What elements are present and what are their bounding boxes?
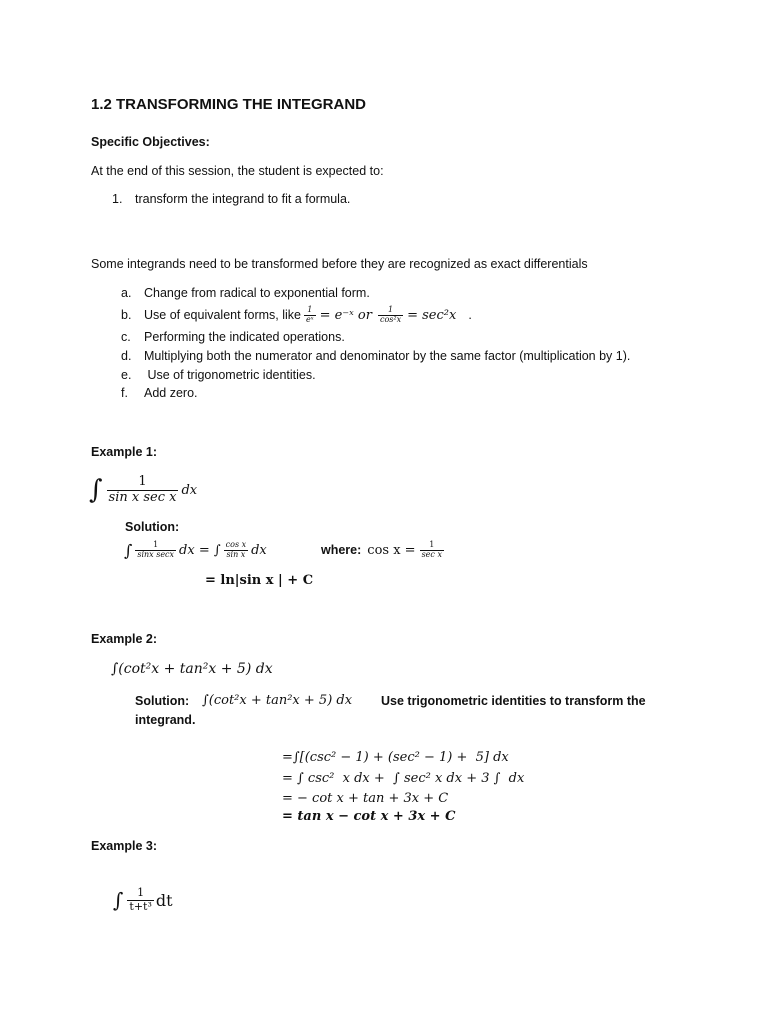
fraction-denominator: eˣ <box>306 314 314 324</box>
differential: dx <box>181 482 198 498</box>
differential: dt <box>155 890 173 910</box>
method-marker: d. <box>121 349 132 363</box>
fraction-denominator: sec x <box>421 549 442 559</box>
fraction-numerator: 1 <box>304 306 316 316</box>
fraction <box>107 475 179 505</box>
example-1-label: Example 1: <box>91 445 158 459</box>
objectives-intro: At the end of this session, the student is expected to: <box>91 164 384 178</box>
method-text: Use of equivalent forms, like <box>144 308 302 322</box>
example-2-step: =∫[(csc² − 1) + (sec² − 1) + 5] dx <box>282 750 509 765</box>
example-2-solution-label: Solution: <box>135 694 190 708</box>
fraction-numerator: 1 <box>378 306 403 316</box>
example-1-result: = ln|sin x | + C <box>205 573 314 588</box>
differential: dx <box>251 542 267 558</box>
fraction <box>420 541 444 560</box>
example-2-note-continued: integrand. <box>135 713 196 727</box>
method-marker: a. <box>121 286 132 300</box>
method-marker: e. <box>121 368 132 382</box>
equivalent-form-eq1: = e⁻ˣ or <box>319 307 372 323</box>
example-2-step: = − cot x + tan + 3x + C <box>282 791 449 806</box>
example-2-solution-expr: ∫(cot²x + tan²x + 5) dx <box>202 693 353 708</box>
method-marker: f. <box>121 386 128 400</box>
equivalent-form-eq2: = sec²x <box>407 307 457 323</box>
section-title: 1.2 TRANSFORMING THE INTEGRAND <box>91 96 367 113</box>
equation-middle: dx = ∫ <box>179 542 221 558</box>
method-marker: c. <box>121 330 131 344</box>
method-text: Use of trigonometric identities. <box>144 368 316 382</box>
example-2-label: Example 2: <box>91 632 158 646</box>
integral-sign: ∫ <box>124 540 133 560</box>
fraction <box>224 541 248 560</box>
objectives-label: Specific Objectives: <box>91 135 210 149</box>
fraction-denominator: sin x sec x <box>108 489 177 505</box>
fraction-1-over-ex <box>304 306 316 325</box>
fraction-denominator: cos²x <box>379 314 402 324</box>
fraction-numerator: 1 <box>135 541 176 551</box>
fraction <box>127 887 153 912</box>
fraction-denominator: sin x <box>226 549 246 559</box>
fraction-denominator: sinx secx <box>137 549 175 559</box>
integral-sign: ∫ <box>113 888 124 912</box>
method-text: Performing the indicated operations. <box>144 330 345 344</box>
example-1-where <box>321 536 444 564</box>
example-2-step: = ∫ csc² x dx + ∫ sec² x dx + 3 ∫ dx <box>282 771 525 786</box>
where-label: where: <box>321 543 362 557</box>
fraction-1-over-cos2x <box>378 306 403 325</box>
method-b-line <box>144 300 472 330</box>
example-2-final: = tan x − cot x + 3x + C <box>282 809 456 824</box>
period: . <box>468 308 472 322</box>
fraction-numerator: cos x <box>225 539 247 549</box>
objective-marker: 1. <box>112 192 123 206</box>
where-lhs: cos x = <box>367 542 416 558</box>
method-marker: b. <box>121 308 132 322</box>
integral-sign: ∫ <box>89 475 103 505</box>
example-1-step-1 <box>124 536 267 564</box>
method-text: Add zero. <box>144 386 198 400</box>
method-text: Change from radical to exponential form. <box>144 286 370 300</box>
intro-paragraph: Some integrands need to be transformed before they are recognized as exact differentials <box>91 257 588 271</box>
example-3-problem <box>113 882 173 918</box>
objective-text: transform the integrand to fit a formula. <box>135 192 351 206</box>
fraction-numerator: 1 <box>420 541 444 551</box>
example-2-note: Use trigonometric identities to transform the <box>381 694 646 708</box>
example-3-label: Example 3: <box>91 839 158 853</box>
fraction-numerator: 1 <box>107 475 179 490</box>
fraction <box>135 541 176 560</box>
example-1-problem <box>89 470 197 510</box>
method-text: Multiplying both the numerator and denominator by the same factor (multiplication by 1). <box>144 349 631 363</box>
fraction-numerator: 1 <box>127 887 153 900</box>
example-1-solution-label: Solution: <box>125 520 180 534</box>
example-2-problem: ∫(cot²x + tan²x + 5) dx <box>111 661 273 677</box>
fraction-denominator: t+t³ <box>129 899 152 913</box>
